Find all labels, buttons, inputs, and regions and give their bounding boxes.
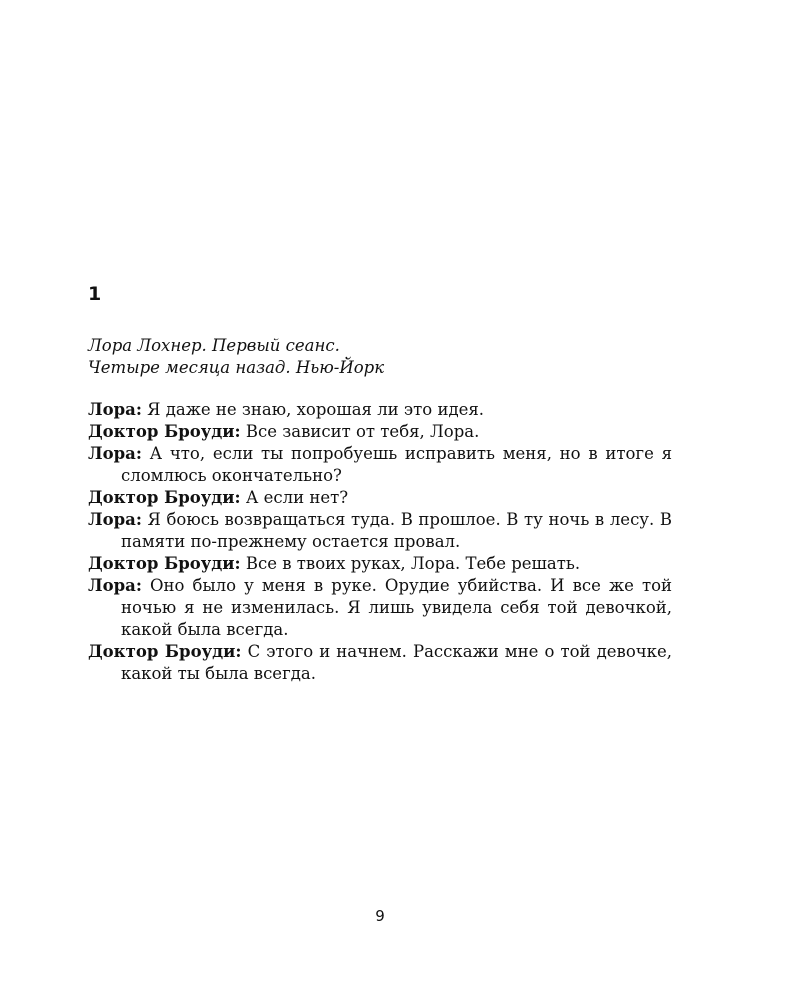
speaker-name: Лора: bbox=[88, 510, 142, 529]
speaker-name: Доктор Броуди: bbox=[88, 642, 242, 661]
speaker-name: Лора: bbox=[88, 400, 142, 419]
dialogue-text: Все зависит от тебя, Лора. bbox=[245, 422, 480, 441]
speaker-name: Доктор Броуди: bbox=[88, 422, 241, 441]
speaker-name: Доктор Броуди: bbox=[88, 554, 241, 573]
dialogue-text: А что, если ты попробуешь исправить меня, но в итоге я сломлюсь окончательно? bbox=[121, 444, 672, 485]
dialogue-text: А если нет? bbox=[245, 488, 349, 507]
dialogue-line bbox=[88, 553, 672, 575]
dialogue-line bbox=[88, 509, 672, 553]
dialogue-line bbox=[88, 487, 672, 509]
dialogue-line bbox=[88, 399, 672, 421]
dialogue-text: Все в твоих руках, Лора. Тебе решать. bbox=[245, 554, 581, 573]
dialogue-text: Оно было у меня в руке. Орудие убийства. И все же той ночью я не изменилась. Я лишь увидела себя той девочкой, какой была всегда. bbox=[121, 576, 673, 639]
dialogue-text: С этого и начнем. Расскажи мне о той девочке, какой ты была всегда. bbox=[121, 642, 672, 683]
intro-line-2: Четыре месяца назад. Нью-Йорк bbox=[88, 358, 385, 377]
chapter-number: 1 bbox=[88, 283, 102, 305]
dialogue-text: Я боюсь возвращаться туда. В прошлое. В ту ночь в лесу. В памяти по-прежнему остается провал. bbox=[121, 510, 672, 551]
dialogue-text: Я даже не знаю, хорошая ли это идея. bbox=[147, 400, 485, 419]
dialogue-line bbox=[88, 421, 672, 443]
intro-line-1: Лора Лохнер. Первый сеанс. bbox=[88, 336, 340, 355]
book-page bbox=[88, 0, 672, 1000]
chapter-intro bbox=[88, 335, 672, 379]
page-number: 9 bbox=[375, 907, 385, 925]
dialogue-line bbox=[88, 575, 672, 641]
dialogue-list bbox=[88, 399, 672, 685]
speaker-name: Доктор Броуди: bbox=[88, 488, 241, 507]
dialogue-line bbox=[88, 641, 672, 685]
speaker-name: Лора: bbox=[88, 576, 142, 595]
dialogue-line bbox=[88, 443, 672, 487]
speaker-name: Лора: bbox=[88, 444, 142, 463]
